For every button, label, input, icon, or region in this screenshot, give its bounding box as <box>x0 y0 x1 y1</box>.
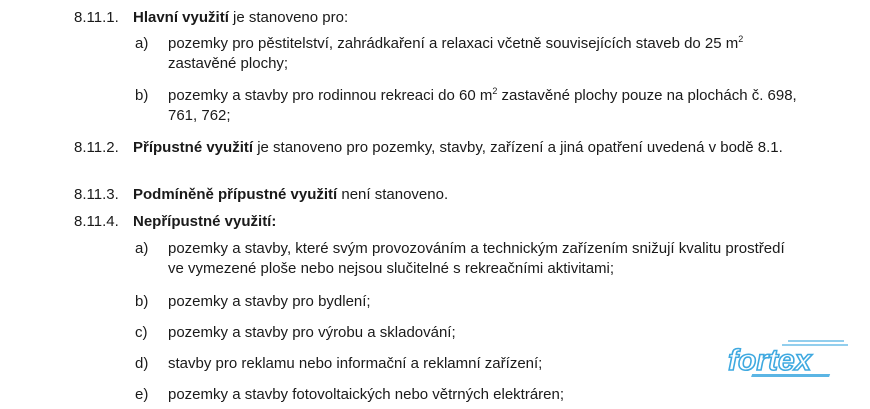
section-number: 8.11.3. <box>74 186 119 203</box>
list-item-letter: a) <box>135 35 149 52</box>
fortex-logo <box>722 336 852 386</box>
section-number: 8.11.1. <box>74 9 119 26</box>
list-item-text: pozemky a stavby fotovoltaických nebo větrných elektráren; <box>168 386 565 403</box>
list-item-text: pozemky a stavby, které svým provozováním a technickým zařízením snižují kvalitu prostředí ve vymezené ploše nebo nejsou slučitelné s rekreačními aktivitami; <box>168 240 785 277</box>
section-number: 8.11.2. <box>74 139 119 156</box>
section-bold-title: Přípustné využití <box>133 139 254 156</box>
list-item-letter: b) <box>135 293 149 310</box>
list-item-letter: e) <box>135 386 149 403</box>
section-heading <box>133 185 823 205</box>
superscript: 2 <box>738 34 744 44</box>
list-item-letter: a) <box>135 240 149 257</box>
section-number: 8.11.4. <box>74 213 119 230</box>
list-item-letter: d) <box>135 355 149 372</box>
section-text: je stanoveno pro pozemky, stavby, zařízení a jiná opatření uvedená v bodě 8.1. <box>253 139 783 156</box>
section-heading <box>133 8 823 28</box>
list-item-letter: c) <box>135 324 148 341</box>
list-item-text: pozemky a stavby pro rodinnou rekreaci do 60 $m^2$ zastavěné plochy pouze na plochách č. 698, 761, 762; <box>168 86 797 124</box>
list-item-text: stavby pro reklamu nebo informační a reklamní zařízení; <box>168 355 543 372</box>
section-bold-title: Hlavní využití <box>133 9 229 26</box>
logo-wordmark: fortex <box>728 344 812 377</box>
superscript: 2 <box>492 86 498 96</box>
section-bold-title: Nepřípustné využití: <box>133 213 277 230</box>
list-item-text: pozemky a stavby pro bydlení; <box>168 293 371 310</box>
section-bold-title: Podmíněně přípustné využití <box>133 186 338 203</box>
list-item-text: pozemky pro pěstitelství, zahrádkaření a relaxaci včetně souvisejících staveb do 25 $m^2$ zastavěné plochy; <box>168 34 744 72</box>
section-text: je stanoveno pro: <box>228 9 349 26</box>
section-heading <box>133 138 813 158</box>
list-item-text: pozemky a stavby pro výrobu a skladování; <box>168 324 456 341</box>
section-text: není stanoveno. <box>337 186 449 203</box>
list-item-letter: b) <box>135 87 149 104</box>
section-heading <box>133 212 823 232</box>
